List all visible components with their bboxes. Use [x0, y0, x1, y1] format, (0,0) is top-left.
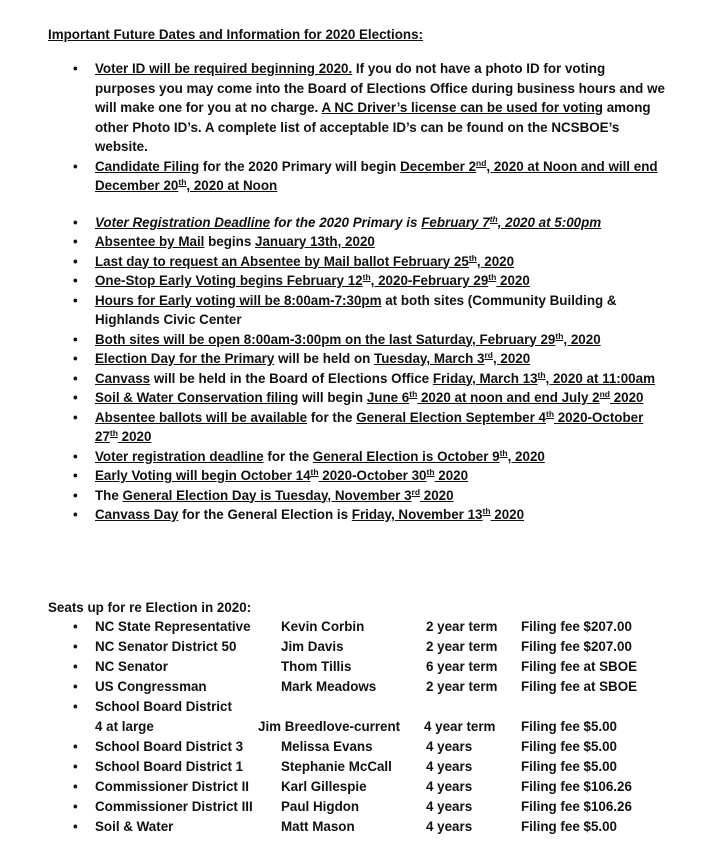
- date-text: will be held on: [274, 351, 375, 366]
- seat-row: [0, 757, 709, 777]
- seats-heading: Seats up for re Election in 2020:: [48, 600, 252, 615]
- date-text: Tuesday, March 3: [374, 351, 485, 366]
- bullet-icon: •: [73, 273, 78, 288]
- ordinal-suffix: nd: [476, 157, 487, 168]
- term-length: 4 years: [426, 779, 473, 794]
- candidate-name: Stephanie McCall: [281, 759, 392, 774]
- candidate-name: Mark Meadows: [281, 679, 377, 694]
- ordinal-suffix: th: [178, 177, 187, 187]
- date-text: Soil & Water Conservation filing: [95, 390, 299, 405]
- seat-office: NC State Representative: [95, 619, 251, 634]
- filing-fee: Filing fee at SBOE: [521, 679, 638, 694]
- date-text: , 2020 at 11:00am: [545, 370, 655, 386]
- date-text: December 2: [400, 158, 477, 174]
- term-length: 2 year term: [426, 679, 498, 694]
- bullet-icon: •: [73, 639, 78, 654]
- date-text: A NC Driver’s license can be used for voting: [321, 100, 603, 115]
- bullet-icon: •: [73, 448, 78, 464]
- term-length: 4 years: [426, 759, 473, 774]
- date-list-item: [73, 59, 665, 157]
- ordinal-suffix: rd: [484, 350, 493, 360]
- seat-office: School Board District 1: [95, 759, 244, 774]
- term-length: 2 year term: [426, 639, 498, 654]
- candidate-name: Melissa Evans: [281, 739, 373, 754]
- ordinal-suffix: th: [362, 272, 371, 282]
- term-length: 4 years: [426, 819, 473, 834]
- date-list-item: [73, 505, 665, 525]
- seat-row: [0, 777, 709, 797]
- filing-fee: Filing fee $5.00: [521, 819, 618, 834]
- ordinal-suffix: th: [555, 330, 564, 341]
- ordinal-suffix: th: [488, 272, 497, 282]
- ordinal-suffix: th: [426, 467, 435, 477]
- date-list-item: [73, 388, 665, 408]
- seat-row: [0, 817, 709, 837]
- filing-fee: Filing fee $106.26: [521, 779, 632, 794]
- term-length: 4 years: [426, 739, 473, 754]
- term-length: 2 year term: [426, 619, 498, 634]
- bullet-icon: •: [73, 679, 78, 694]
- seat-office: US Congressman: [95, 679, 207, 694]
- date-text: Friday, November 13: [351, 507, 483, 522]
- date-text: at both sites (Community Building & Highlands Civic Center: [95, 292, 617, 327]
- seat-row: [0, 697, 709, 717]
- ordinal-suffix: th: [537, 369, 546, 380]
- bullet-icon: •: [73, 468, 78, 483]
- date-text: , 2020: [476, 253, 515, 269]
- date-text: 2020-October 27: [95, 409, 644, 444]
- date-list-item: [73, 291, 665, 330]
- bullet-icon: •: [73, 409, 78, 425]
- seat-office: Commissioner District III: [95, 799, 253, 814]
- date-text: January 13th, 2020: [255, 234, 375, 249]
- candidate-name: Paul Higdon: [281, 799, 360, 814]
- date-text: 2020: [117, 429, 152, 444]
- candidate-name: Jim Davis: [281, 639, 344, 654]
- bullet-icon: •: [73, 699, 78, 714]
- important-dates-list: [73, 59, 665, 525]
- candidate-name: Jim Breedlove-current: [258, 719, 401, 734]
- candidate-name: Thom Tillis: [281, 659, 352, 674]
- date-text: 2020: [434, 468, 469, 483]
- date-list-item: [73, 408, 665, 447]
- date-text: Voter ID will be required beginning 2020.: [95, 61, 353, 76]
- date-text: for the 2020 Primary will begin: [199, 158, 401, 174]
- seat-office: Commissioner District II: [95, 779, 250, 794]
- seat-row: [0, 797, 709, 817]
- date-text: 2020: [490, 507, 525, 522]
- ordinal-suffix: nd: [599, 389, 610, 399]
- date-text: begins: [204, 234, 255, 249]
- bullet-icon: •: [73, 331, 78, 347]
- date-list-item: [73, 349, 665, 369]
- date-text: If you do not have a photo ID for voting purposes you may come into the Board of Elections Office during business hours and we will make one for you at no charge.: [95, 61, 665, 115]
- bullet-icon: •: [73, 214, 78, 230]
- date-text: Candidate Filing: [95, 158, 200, 174]
- bullet-icon: •: [73, 759, 78, 774]
- seat-row: [0, 617, 709, 637]
- date-list-item: [73, 447, 665, 467]
- date-text: for the 2020 Primary is: [270, 214, 422, 230]
- date-text: 2020: [420, 487, 454, 503]
- date-text: for the: [307, 409, 357, 425]
- seat-row: [0, 717, 709, 737]
- bullet-icon: •: [73, 390, 78, 405]
- bullet-icon: •: [73, 253, 78, 269]
- seat-office: 4 at large: [95, 719, 154, 734]
- seat-row: [0, 637, 709, 657]
- ordinal-suffix: th: [409, 389, 418, 399]
- date-text: , 2020: [507, 448, 545, 464]
- filing-fee: Filing fee $106.26: [521, 799, 632, 814]
- page-title: Important Future Dates and Information for 2020 Elections:: [48, 27, 423, 42]
- bullet-icon: •: [73, 659, 78, 674]
- date-list-item: [73, 157, 665, 196]
- ordinal-suffix: th: [489, 213, 498, 224]
- date-text: Voter registration deadline: [95, 448, 264, 464]
- date-text: Both sites will be open 8:00am-3:00pm on the last Saturday, February 29: [95, 331, 556, 347]
- date-text: Absentee by Mail: [95, 234, 205, 249]
- bullet-icon: •: [73, 507, 78, 522]
- date-list-item: [73, 213, 665, 233]
- term-length: 6 year term: [426, 659, 498, 674]
- date-list-item: [73, 232, 665, 252]
- seat-row: [0, 657, 709, 677]
- seat-office: School Board District 3: [95, 739, 244, 754]
- spacer: [95, 196, 665, 213]
- term-length: 4 years: [426, 799, 473, 814]
- date-text: , 2020: [563, 331, 601, 347]
- date-text: General Election is October 9: [312, 448, 500, 464]
- date-text: 2020-October 30: [318, 468, 427, 483]
- filing-fee: Filing fee $5.00: [521, 719, 618, 734]
- date-text: , 2020-February 29: [370, 273, 489, 288]
- date-text: The: [95, 487, 123, 503]
- date-text: Early Voting will begin October 14: [95, 468, 311, 483]
- date-list-item: [73, 466, 665, 486]
- date-text: , 2020: [492, 351, 531, 366]
- filing-fee: Filing fee $5.00: [521, 739, 618, 754]
- date-list-item: [73, 486, 665, 506]
- date-text: Canvass: [95, 370, 151, 386]
- date-text: will begin: [298, 390, 367, 405]
- date-text: Voter Registration Deadline: [95, 214, 271, 230]
- date-text: 2020: [609, 390, 644, 405]
- date-text: , 2020 at Noon: [186, 178, 278, 193]
- bullet-icon: •: [73, 234, 78, 249]
- date-list-item: [73, 330, 665, 350]
- bullet-icon: •: [73, 819, 78, 834]
- date-text: General Election September 4: [356, 409, 546, 425]
- date-text: Canvass Day: [95, 507, 179, 522]
- date-text: , 2020 at 5:00pm: [497, 214, 602, 230]
- candidate-name: Karl Gillespie: [281, 779, 367, 794]
- date-text: February 7: [421, 214, 490, 230]
- bullet-icon: •: [73, 619, 78, 634]
- date-text: 2020 at noon and end July 2: [417, 390, 600, 405]
- bullet-icon: •: [73, 799, 78, 814]
- bullet-icon: •: [73, 487, 78, 503]
- date-text: Hours for Early voting will be 8:00am-7:30pm: [95, 292, 382, 308]
- date-text: Election Day for the Primary: [95, 351, 275, 366]
- candidate-name: Matt Mason: [281, 819, 355, 834]
- date-text: Absentee ballots will be available: [95, 409, 308, 425]
- ordinal-suffix: th: [310, 467, 319, 477]
- date-text: for the: [263, 448, 313, 464]
- date-text: 2020: [496, 273, 530, 288]
- seat-row: [0, 677, 709, 697]
- seat-row: [0, 737, 709, 757]
- filing-fee: Filing fee $5.00: [521, 759, 618, 774]
- ordinal-suffix: th: [545, 408, 555, 419]
- ordinal-suffix: th: [109, 428, 118, 438]
- ordinal-suffix: rd: [411, 486, 421, 497]
- bullet-icon: •: [73, 739, 78, 754]
- ordinal-suffix: th: [499, 447, 508, 458]
- date-text: for the General Election is: [178, 507, 352, 522]
- date-text: One-Stop Early Voting begins February 12: [95, 273, 363, 288]
- bullet-icon: •: [73, 779, 78, 794]
- date-text: , 2020 at Noon and will end December 20: [95, 158, 658, 193]
- date-text: will be held in the Board of Elections Office: [150, 370, 433, 386]
- date-text: Last day to request an Absentee by Mail ballot February 25: [95, 253, 469, 269]
- candidate-name: Kevin Corbin: [281, 619, 365, 634]
- bullet-icon: •: [73, 292, 78, 308]
- filing-fee: Filing fee $207.00: [521, 639, 632, 654]
- bullet-icon: •: [73, 351, 78, 366]
- date-list-item: [73, 252, 665, 272]
- seat-office: Soil & Water: [95, 819, 174, 834]
- bullet-icon: •: [73, 61, 78, 76]
- date-text: Friday, March 13: [432, 370, 538, 386]
- date-text: June 6: [366, 390, 410, 405]
- seat-office: School Board District: [95, 699, 232, 714]
- date-text: General Election Day is Tuesday, November 3: [122, 487, 412, 503]
- ordinal-suffix: th: [482, 506, 491, 516]
- seat-office: NC Senator: [95, 659, 168, 674]
- term-length: 4 year term: [424, 719, 496, 734]
- bullet-icon: •: [73, 370, 78, 386]
- date-list-item: [73, 271, 665, 291]
- seat-office: NC Senator District 50: [95, 639, 237, 654]
- date-text: among other Photo ID’s. A complete list of acceptable ID’s can be found on the NCSBOE’s website.: [95, 100, 651, 154]
- filing-fee: Filing fee $207.00: [521, 619, 632, 634]
- ordinal-suffix: th: [468, 252, 477, 263]
- date-list-item: [73, 369, 665, 389]
- bullet-icon: •: [73, 158, 78, 174]
- filing-fee: Filing fee at SBOE: [521, 659, 638, 674]
